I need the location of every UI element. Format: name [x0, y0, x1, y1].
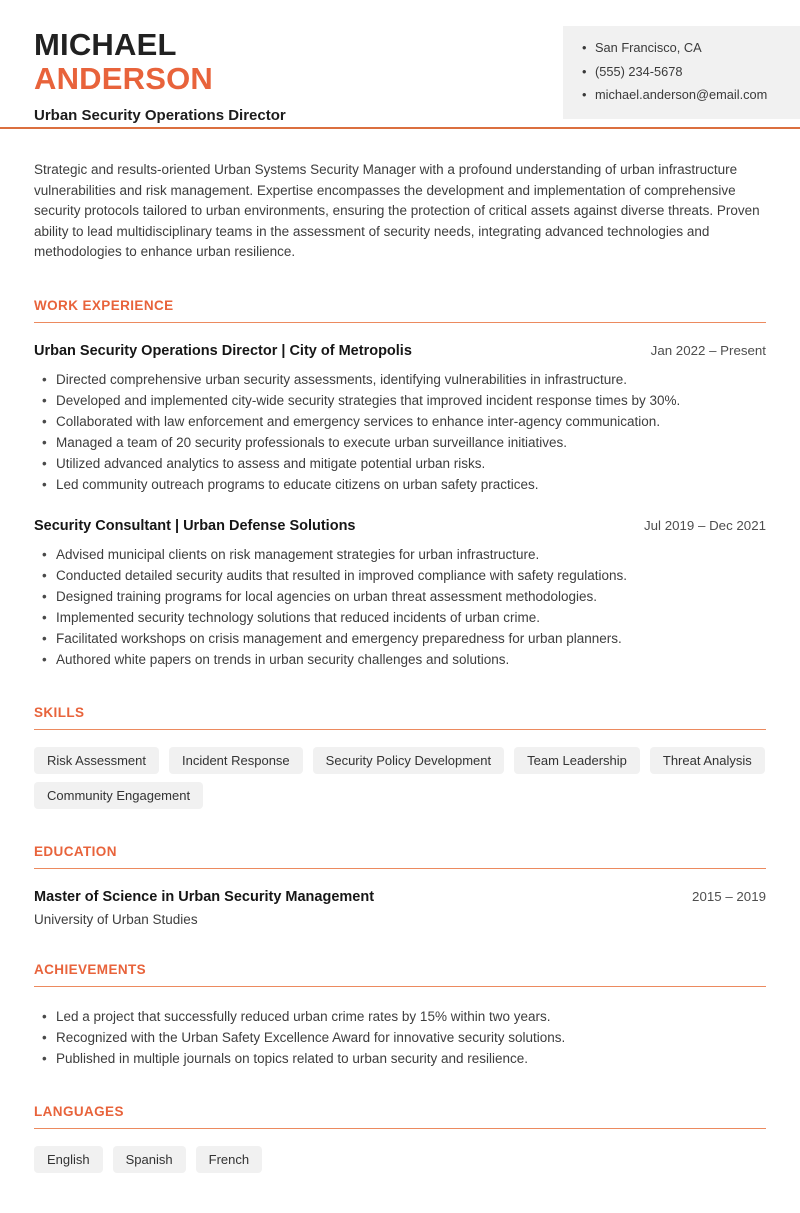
achievement-list	[34, 1006, 766, 1069]
job-bullet: • Led community outreach programs to educate citizens on urban safety practices.	[34, 474, 766, 495]
job-bullet: • Designed training programs for local agencies on urban threat assessment methodologies.	[34, 586, 766, 607]
contact-item: • San Francisco, CA	[581, 36, 786, 60]
job-bullet-list	[34, 544, 766, 670]
job-entry	[34, 518, 766, 670]
skill-tag: Incident Response	[169, 747, 303, 774]
header-job-title: Urban Security Operations Director	[34, 106, 286, 124]
job-bullet: • Utilized advanced analytics to assess and mitigate potential urban risks.	[34, 453, 766, 474]
section-achievements	[34, 962, 766, 1069]
degree-title: Master of Science in Urban Security Management	[34, 888, 375, 905]
achievement-bullet: • Recognized with the Urban Safety Excellence Award for innovative security solutions.	[34, 1027, 766, 1048]
school-name: University of Urban Studies	[34, 911, 198, 927]
job-header	[34, 343, 766, 359]
job-title: Urban Security Operations Director | City of Metropolis	[34, 342, 412, 359]
job-bullet: • Directed comprehensive urban security assessments, identifying vulnerabilities in infrastructure.	[34, 369, 766, 390]
education-dates: 2015 – 2019	[692, 888, 766, 904]
languages-heading: LANGUAGES	[34, 1103, 124, 1119]
contact-card	[563, 26, 800, 119]
skill-tag: Risk Assessment	[34, 747, 159, 774]
section-divider	[34, 1128, 766, 1129]
skill-tag: Threat Analysis	[650, 747, 765, 774]
job-bullet: • Managed a team of 20 security professionals to execute urban surveillance initiatives.	[34, 432, 766, 453]
achievement-bullet: • Published in multiple journals on topics related to urban security and resilience.	[34, 1048, 766, 1069]
header-divider	[0, 127, 800, 129]
language-tag-list	[34, 1146, 766, 1173]
job-bullet: • Authored white papers on trends in urban security challenges and solutions.	[34, 649, 766, 670]
job-bullet: • Collaborated with law enforcement and emergency services to enhance inter-agency communication.	[34, 411, 766, 432]
contact-item: • (555) 234-5678	[581, 60, 786, 84]
section-divider	[34, 986, 766, 987]
language-tag: Spanish	[113, 1146, 186, 1173]
contact-list	[581, 36, 786, 107]
education-heading: EDUCATION	[34, 843, 117, 859]
section-divider	[34, 322, 766, 323]
last-name: ANDERSON	[34, 60, 214, 96]
job-entry	[34, 343, 766, 495]
achievement-bullet: • Led a project that successfully reduced urban crime rates by 15% within two years.	[34, 1006, 766, 1027]
resume-body	[0, 160, 800, 1213]
first-name: MICHAEL	[34, 27, 177, 62]
job-bullet: • Developed and implemented city-wide security strategies that improved incident response times by 30%.	[34, 390, 766, 411]
achievements-heading: ACHIEVEMENTS	[34, 961, 147, 977]
job-bullet-list	[34, 369, 766, 495]
education-header	[34, 889, 766, 905]
skills-heading: SKILLS	[34, 704, 85, 720]
skill-tag: Community Engagement	[34, 782, 203, 809]
job-bullet: • Conducted detailed security audits that resulted in improved compliance with safety regulations.	[34, 565, 766, 586]
section-work-experience	[34, 298, 766, 670]
section-languages	[34, 1104, 766, 1173]
job-dates: Jul 2019 – Dec 2021	[644, 517, 766, 533]
job-dates: Jan 2022 – Present	[650, 342, 766, 358]
skill-tag: Security Policy Development	[313, 747, 504, 774]
job-bullet: • Advised municipal clients on risk management strategies for urban infrastructure.	[34, 544, 766, 565]
skill-tag: Team Leadership	[514, 747, 640, 774]
job-bullet: • Implemented security technology solutions that reduced incidents of urban crime.	[34, 607, 766, 628]
job-bullet: • Facilitated workshops on crisis management and emergency preparedness for urban planners.	[34, 628, 766, 649]
skills-tag-list	[34, 747, 766, 809]
work-experience-heading: WORK EXPERIENCE	[34, 297, 174, 313]
section-education	[34, 844, 766, 927]
section-skills	[34, 705, 766, 809]
contact-item: • michael.anderson@email.com	[581, 83, 786, 107]
section-divider	[34, 729, 766, 730]
job-header	[34, 518, 766, 534]
job-title: Security Consultant | Urban Defense Solutions	[34, 517, 356, 534]
language-tag: French	[196, 1146, 262, 1173]
summary-paragraph: Strategic and results-oriented Urban Systems Security Manager with a profound understanding of urban infrastructure vulnerabilities and risk management. Expertise encompasses the development and implementation of comprehensive security protocols tailored to urban environments, ensuring the protection of critical assets against diverse threats. Proven ability to lead multidisciplinary teams in the assessment of security needs, integrating advanced technologies and methodologies to enhance urban resilience.	[34, 162, 760, 259]
language-tag: English	[34, 1146, 103, 1173]
section-divider	[34, 868, 766, 869]
